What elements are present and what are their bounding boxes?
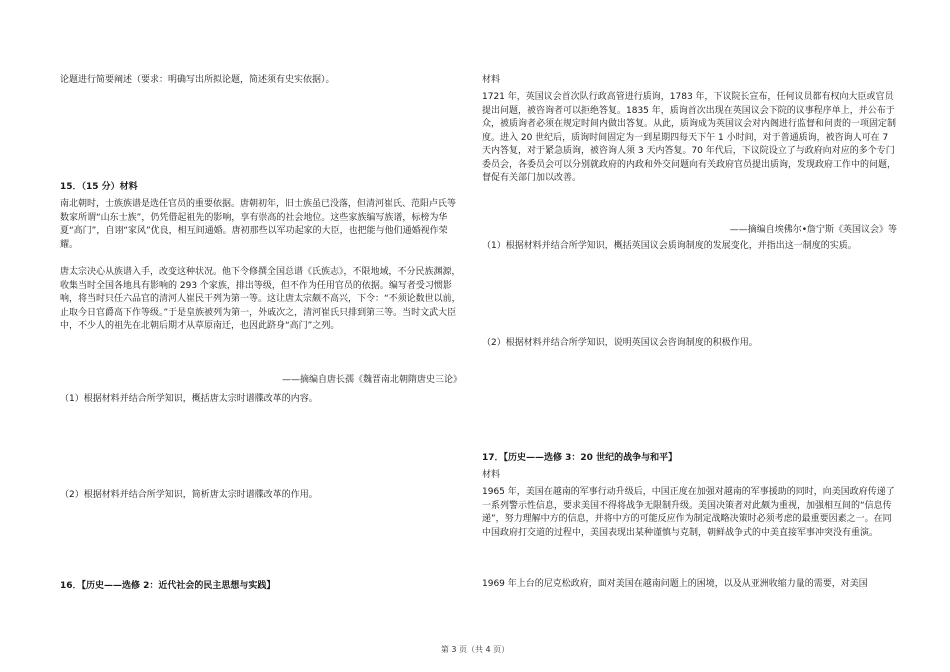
q15-header: 15．（15 分）材料	[60, 182, 138, 192]
q15-subquestion-1: （1）根据材料并结合所学知识，概括唐太宗时谱牒改革的内容。	[60, 394, 318, 404]
q17-header: 17．【历史——选修 3：20 世纪的战争与和平】	[482, 453, 678, 463]
q17-material-para1: 1965 年，美国在越南的军事行动升级后，中国正度在加强对越南的军事援助的同时，向美国政府传递了一系列警示性信息，要求美国不得将战争无限制升级。美国决策者对此颇为重视，加强相互间的“信息传递”，努力理解中方的信息，并将中方的可能反应作为制定战略决策时必须考虑的最重要因素之一。在同中国政府打交道的过程中，美国表现出某种谨慎与克制，朝鲜战争式的中美直接军事冲突没有重演。	[482, 487, 895, 538]
q15-material-para2: 唐太宗决心从族谱入手，改变这种状况。他下令修撰全国总谱《氏族志》，不限地域，不分民族渊源，收集当时全国各地具有影响的 293 个家族，排出等级，但不作为任用官员的依据。编写者受习惯影响，将当时只任六品官的清河人崔民干列为第一等。这让唐太宗颇不高兴，下令：“不须论数世以前，止取今日官爵高下作等级。”于是皇族被列为第一，外戚次之，清河崔氏只排到第三等。当时文武大臣中，不少人的祖先在北朝后期才从草原南迁，也因此跻身“高门”之列。	[60, 267, 461, 331]
q16-header: 16．【历史——选修 2：近代社会的民主思想与实践】	[60, 581, 276, 591]
q15-subquestion-2: （2）根据材料并结合所学知识，简析唐太宗时谱牒改革的作用。	[60, 490, 318, 500]
q15-source: ——摘编自唐长孺《魏晋南北朝隋唐史三论》	[281, 375, 462, 385]
q16-material-label: 材料	[482, 75, 501, 85]
q15-material-para1: 南北朝时，士族族谱是选任官员的重要依据。唐朝初年，旧士族虽已没落，但清河崔氏、范阳卢氏等数家所谓“山东士族”，仍凭借起祖先的影响，享有崇高的社会地位。这些家族编写族谱，标榜为华夏“高门”，自诩“家风”优良，相互间通婚。唐初那些以军功起家的大臣，也把能与他们通婚视作荣耀。	[60, 199, 457, 250]
q17-material-label: 材料	[482, 470, 501, 480]
prev-question-tail: 论题进行简要阐述（要求：明确写出所拟论题，简述须有史实依据）。	[60, 75, 335, 85]
page-footer: 第 3 页（共 4 页）	[440, 645, 510, 654]
q16-source: ——摘编自埃佛尔•詹宁斯《英国议会》等	[729, 225, 897, 235]
q16-subquestion-2: （2）根据材料并结合所学知识，说明英国议会咨询制度的积极作用。	[482, 338, 758, 348]
q17-material-para2: 1969 年上台的尼克松政府，面对美国在越南问题上的困境，以及从亚洲收缩力量的需要，对美国	[482, 579, 868, 589]
q16-subquestion-1: （1）根据材料并结合所学知识，概括英国议会质询制度的发展变化，并指出这一制度的实质。	[482, 241, 857, 251]
q16-material-para: 1721 年，英国议会首次队行政高管进行质询，1783 年，下议院长宣布，任何议员都有权向大臣或官员提出问题，被咨询者可以拒绝答复。1835 年，质询首次出现在英国议会下院的议事程序单上，并公布于众，被质询者必须在规定时间内做出答复。从此，质询成为英国议会对内阁进行监督和问责的一项固定制度。进入 20 世纪后，质询时间固定为一到星期四每天下午 1 小时间，对于普通质询，被咨询人可在 7 天内答复，对于紧急质询，被咨询人须 3 天内答复。70 年代后，下议院设立了与政府向对应的多个专门委员会，各委员会可以分别就政府的内政和外交问题向有关政府官员提出质询，发现政府工作中的问题，督促有关部门加以改善。	[482, 92, 897, 183]
